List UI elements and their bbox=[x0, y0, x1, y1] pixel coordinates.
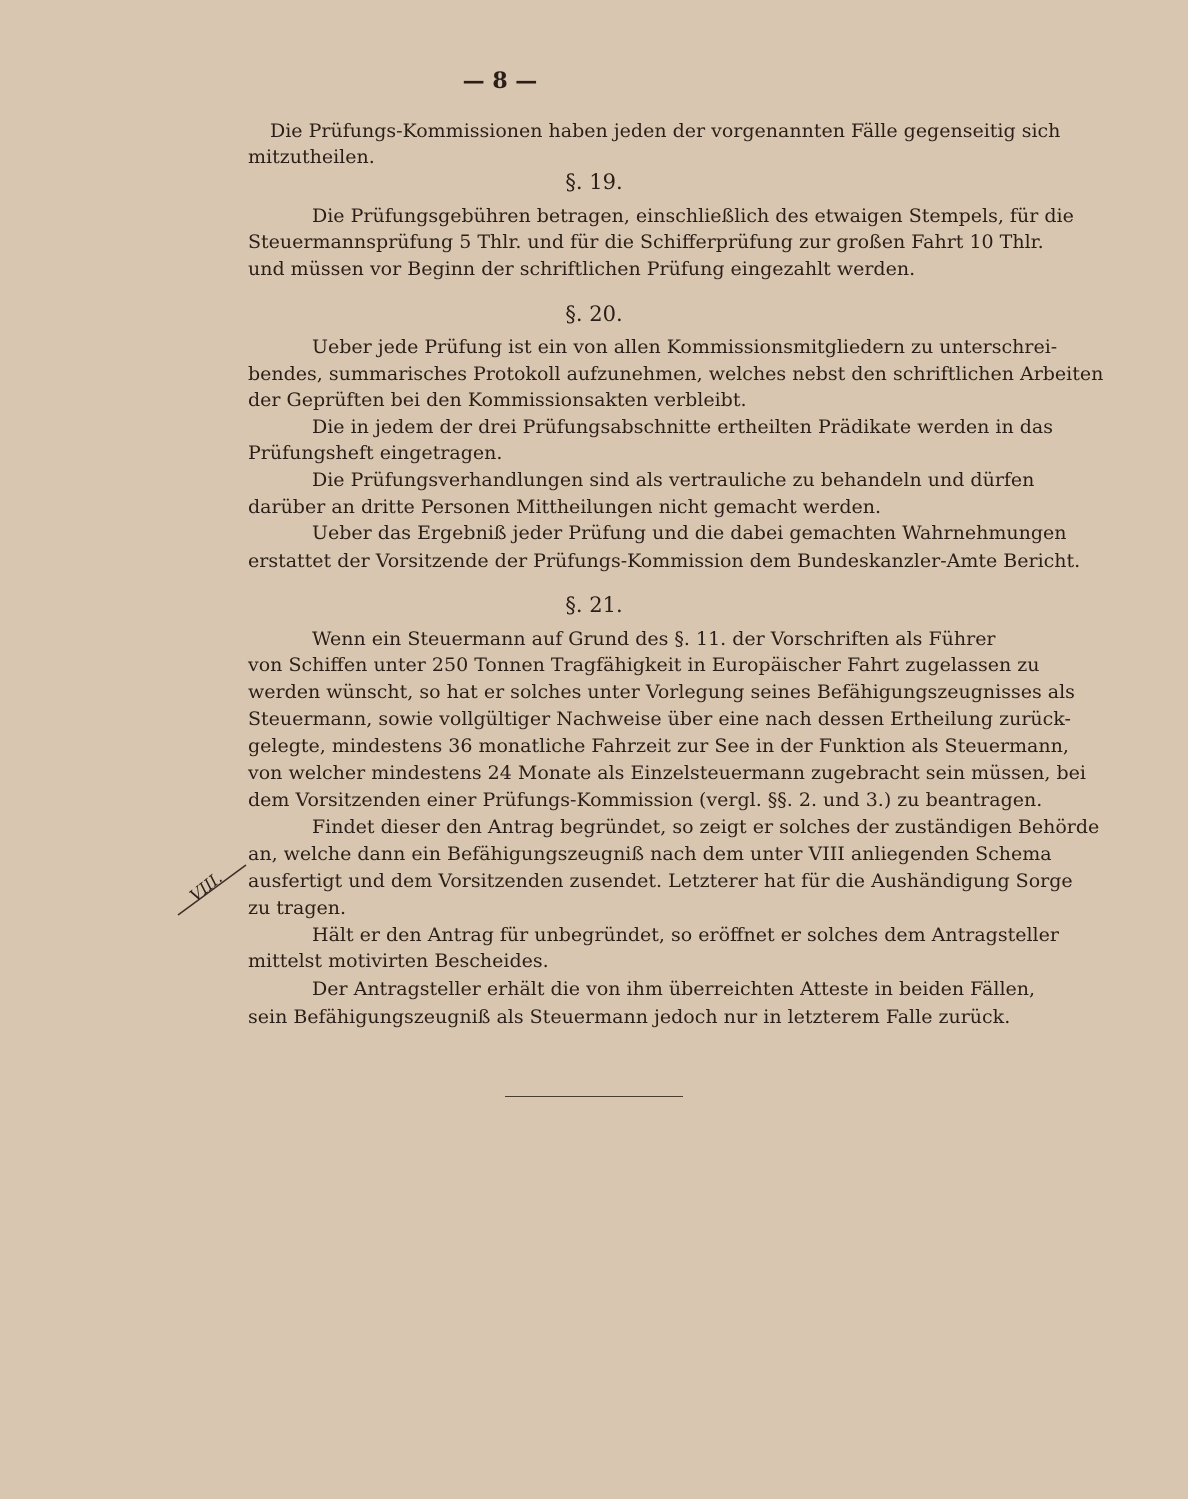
text-line: mitzutheilen. bbox=[248, 146, 375, 168]
text-line: Steuermannsprüfung 5 Thlr. und für die Schifferprüfung zur großen Fahrt 10 Thlr. bbox=[248, 231, 1044, 253]
text-line: an, welche dann ein Befähigungszeugniß nach dem unter VIII anliegenden Schema bbox=[248, 843, 1052, 865]
text-line: werden wünscht, so hat er solches unter Vorlegung seines Befähigungszeugnisses als bbox=[248, 681, 1075, 703]
text-line: Hält er den Antrag für unbegründet, so eröffnet er solches dem Antragsteller bbox=[312, 924, 1059, 946]
text-line: von welcher mindestens 24 Monate als Einzelsteuermann zugebracht sein müssen, bei bbox=[248, 762, 1086, 784]
text-line: sein Befähigungszeugniß als Steuermann jedoch nur in letzterem Falle zurück. bbox=[248, 1006, 1011, 1028]
text-line: und müssen vor Beginn der schriftlichen Prüfung eingezahlt werden. bbox=[248, 258, 916, 280]
text-line: bendes, summarisches Protokoll aufzunehmen, welches nebst den schriftlichen Arbeiten bbox=[248, 363, 1104, 385]
section-heading-21: §. 21. bbox=[565, 593, 623, 617]
text-line: Die Prüfungsverhandlungen sind als vertrauliche zu behandeln und dürfen bbox=[312, 469, 1035, 491]
text-line: der Geprüften bei den Kommissionsakten verbleibt. bbox=[248, 389, 747, 411]
text-line: Der Antragsteller erhält die von ihm überreichten Atteste in beiden Fällen, bbox=[312, 978, 1036, 1000]
text-line: zu tragen. bbox=[248, 897, 347, 919]
text-line: Die in jedem der drei Prüfungsabschnitte ertheilten Prädikate werden in das bbox=[312, 416, 1053, 438]
section-heading-19: §. 19. bbox=[565, 170, 623, 194]
text-line: Steuermann, sowie vollgültiger Nachweise über eine nach dessen Ertheilung zurück- bbox=[248, 708, 1071, 730]
text-line: darüber an dritte Personen Mittheilungen nicht gemacht werden. bbox=[248, 496, 882, 518]
text-line: Die Prüfungsgebühren betragen, einschließlich des etwaigen Stempels, für die bbox=[312, 205, 1074, 227]
text-line: Findet dieser den Antrag begründet, so zeigt er solches der zuständigen Behörde bbox=[312, 816, 1100, 838]
text-line: mittelst motivirten Bescheides. bbox=[248, 950, 549, 972]
text-line: erstattet der Vorsitzende der Prüfungs-Kommission dem Bundeskanzler-Amte Bericht. bbox=[248, 550, 1081, 572]
text-line: Ueber jede Prüfung ist ein von allen Kommissionsmitgliedern zu unterschrei- bbox=[312, 336, 1058, 358]
text-line: Wenn ein Steuermann auf Grund des §. 11. der Vorschriften als Führer bbox=[312, 628, 996, 650]
end-rule bbox=[505, 1096, 683, 1097]
page-number: — 8 — bbox=[462, 68, 538, 94]
text-line: Prüfungsheft eingetragen. bbox=[248, 442, 503, 464]
text-line: von Schiffen unter 250 Tonnen Tragfähigkeit in Europäischer Fahrt zugelassen zu bbox=[248, 654, 1040, 676]
text-line: dem Vorsitzenden einer Prüfungs-Kommission (vergl. §§. 2. und 3.) zu beantragen. bbox=[248, 789, 1043, 811]
text-line: Ueber das Ergebniß jeder Prüfung und die dabei gemachten Wahrnehmungen bbox=[312, 522, 1067, 544]
text-line: ausfertigt und dem Vorsitzenden zusendet. Letzterer hat für die Aushändigung Sorge bbox=[248, 870, 1073, 892]
section-heading-20: §. 20. bbox=[565, 302, 623, 326]
text-line: Die Prüfungs-Kommissionen haben jeden der vorgenannten Fälle gegenseitig sich bbox=[270, 120, 1061, 142]
text-line: gelegte, mindestens 36 monatliche Fahrzeit zur See in der Funktion als Steuermann, bbox=[248, 735, 1069, 757]
margin-note: VIII. bbox=[186, 868, 226, 905]
